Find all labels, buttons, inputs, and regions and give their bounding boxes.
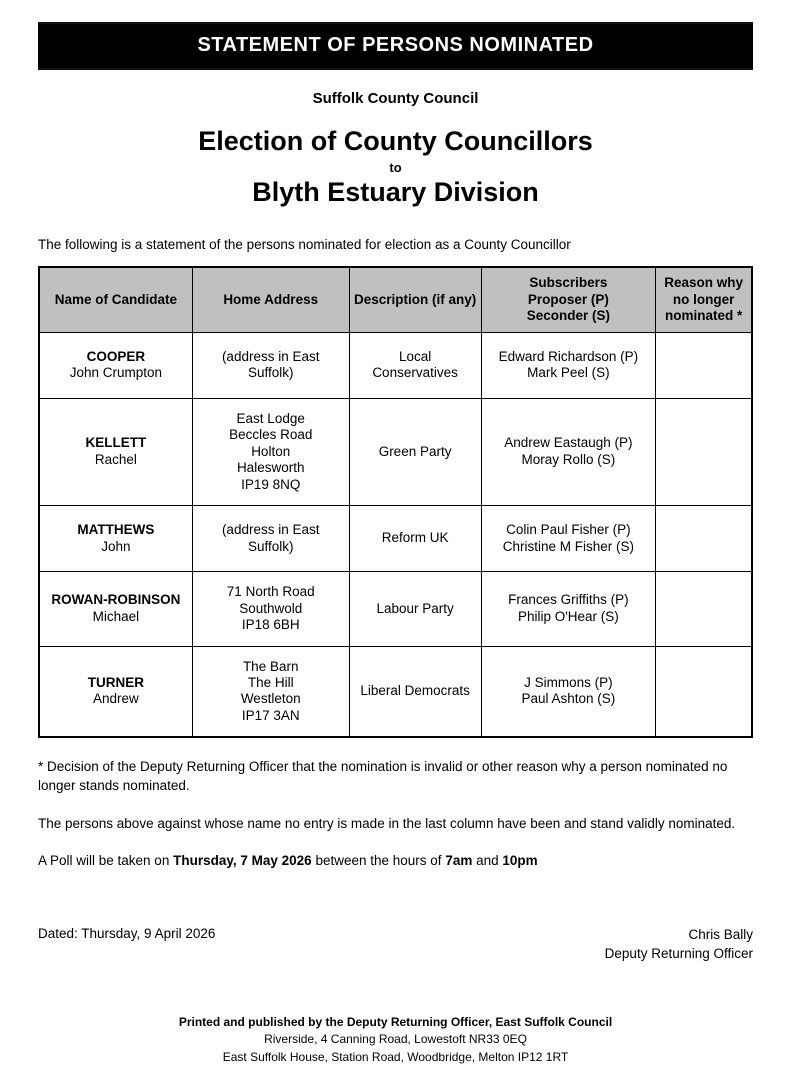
header-name-of-candidate: Name of Candidate — [39, 267, 192, 332]
dated-line: Dated: Thursday, 9 April 2026 — [38, 926, 216, 942]
reason-cell — [656, 506, 752, 572]
candidate-surname: TURNER — [87, 675, 145, 690]
home-address-cell: East Lodge Beccles Road Holton Halesworth IP19 8NQ — [192, 398, 349, 505]
home-address-cell: (address in East Suffolk) — [192, 332, 349, 398]
candidate-name-cell — [39, 506, 192, 572]
reason-cell — [656, 398, 752, 505]
poll-conjunction: and — [476, 853, 499, 869]
subscribers-cell: Andrew Eastaugh (P) Moray Rollo (S) — [481, 398, 656, 505]
poll-open-time: 7am — [445, 853, 473, 869]
candidate-row — [39, 398, 752, 505]
subscribers-cell: Frances Griffiths (P) Philip O'Hear (S) — [481, 572, 656, 646]
candidate-surname: MATTHEWS — [77, 522, 155, 538]
candidate-name-cell — [39, 646, 192, 737]
reason-cell — [656, 332, 752, 398]
description-cell: Labour Party — [349, 572, 481, 646]
poll-statement — [38, 853, 753, 868]
print-footer-address-1: Riverside, 4 Canning Road, Lowestoft NR33 0EQ — [264, 1032, 527, 1047]
description-cell: Green Party — [349, 398, 481, 505]
header-description: Description (if any) — [349, 267, 481, 332]
home-address-cell: 71 North Road Southwold IP18 6BH — [192, 572, 349, 646]
subscribers-cell: Colin Paul Fisher (P) Christine M Fisher (S) — [481, 506, 656, 572]
description-cell: Liberal Democrats — [349, 646, 481, 737]
statement-banner — [38, 22, 753, 70]
candidate-forename: John Crumpton — [69, 365, 163, 381]
officer-role: Deputy Returning Officer — [604, 945, 753, 961]
candidate-surname: COOPER — [86, 348, 146, 364]
description-cell: Reform UK — [349, 506, 481, 572]
officer-name: Chris Bally — [688, 927, 753, 943]
intro-statement: The following is a statement of the persons nominated for election as a County Councillor — [38, 237, 571, 253]
print-footer — [38, 1014, 753, 1066]
candidate-surname: KELLETT — [85, 435, 147, 451]
candidate-row — [39, 646, 752, 737]
nominations-table — [38, 266, 753, 738]
print-footer-publisher: Printed and published by the Deputy Returning Officer, East Suffolk Council — [178, 1014, 613, 1029]
election-to-label: to — [389, 159, 402, 175]
candidate-name-cell — [39, 332, 192, 398]
poll-close-time: 10pm — [502, 853, 538, 869]
table-header-row — [39, 267, 752, 332]
candidate-forename: John — [101, 538, 131, 554]
poll-mid-text: between the hours of — [315, 853, 442, 869]
subscribers-cell: J Simmons (P) Paul Ashton (S) — [481, 646, 656, 737]
candidate-name-cell — [39, 398, 192, 505]
candidate-row — [39, 572, 752, 646]
election-title: Election of County Councillors — [198, 126, 593, 156]
candidate-forename: Andrew — [93, 691, 139, 707]
subscribers-cell: Edward Richardson (P) Mark Peel (S) — [481, 332, 656, 398]
candidate-surname: ROWAN-ROBINSON — [51, 592, 181, 608]
statement-banner-title: STATEMENT OF PERSONS NOMINATED — [197, 34, 594, 56]
officer-signature — [605, 926, 753, 964]
description-cell: Local Conservatives — [349, 332, 481, 398]
candidate-forename: Michael — [92, 608, 140, 624]
candidate-row — [39, 506, 752, 572]
header-subscribers: Subscribers Proposer (P) Seconder (S) — [481, 267, 656, 332]
footnote-asterisk: * Decision of the Deputy Returning Officer that the nomination is invalid or other reason why a person nominated no longer stands nominated. — [38, 759, 728, 793]
home-address-cell: The Barn The Hill Westleton IP17 3AN — [192, 646, 349, 737]
validly-nominated-note: The persons above against whose name no entry is made in the last column have been and stand validly nominated. — [38, 815, 736, 831]
poll-pre-text: A Poll will be taken on — [38, 853, 170, 869]
reason-cell — [656, 572, 752, 646]
reason-cell — [656, 646, 752, 737]
candidate-forename: Rachel — [94, 451, 137, 467]
home-address-cell: (address in East Suffolk) — [192, 506, 349, 572]
division-title: Blyth Estuary Division — [252, 176, 539, 207]
candidate-row — [39, 332, 752, 398]
signoff-block — [38, 926, 753, 964]
candidate-name-cell — [39, 572, 192, 646]
header-home-address: Home Address — [192, 267, 349, 332]
poll-date: Thursday, 7 May 2026 — [173, 853, 312, 869]
council-name: Suffolk County Council — [312, 90, 479, 107]
header-reason: Reason why no longer nominated * — [656, 267, 752, 332]
print-footer-address-2: East Suffolk House, Station Road, Woodbridge, Melton IP12 1RT — [222, 1049, 569, 1064]
